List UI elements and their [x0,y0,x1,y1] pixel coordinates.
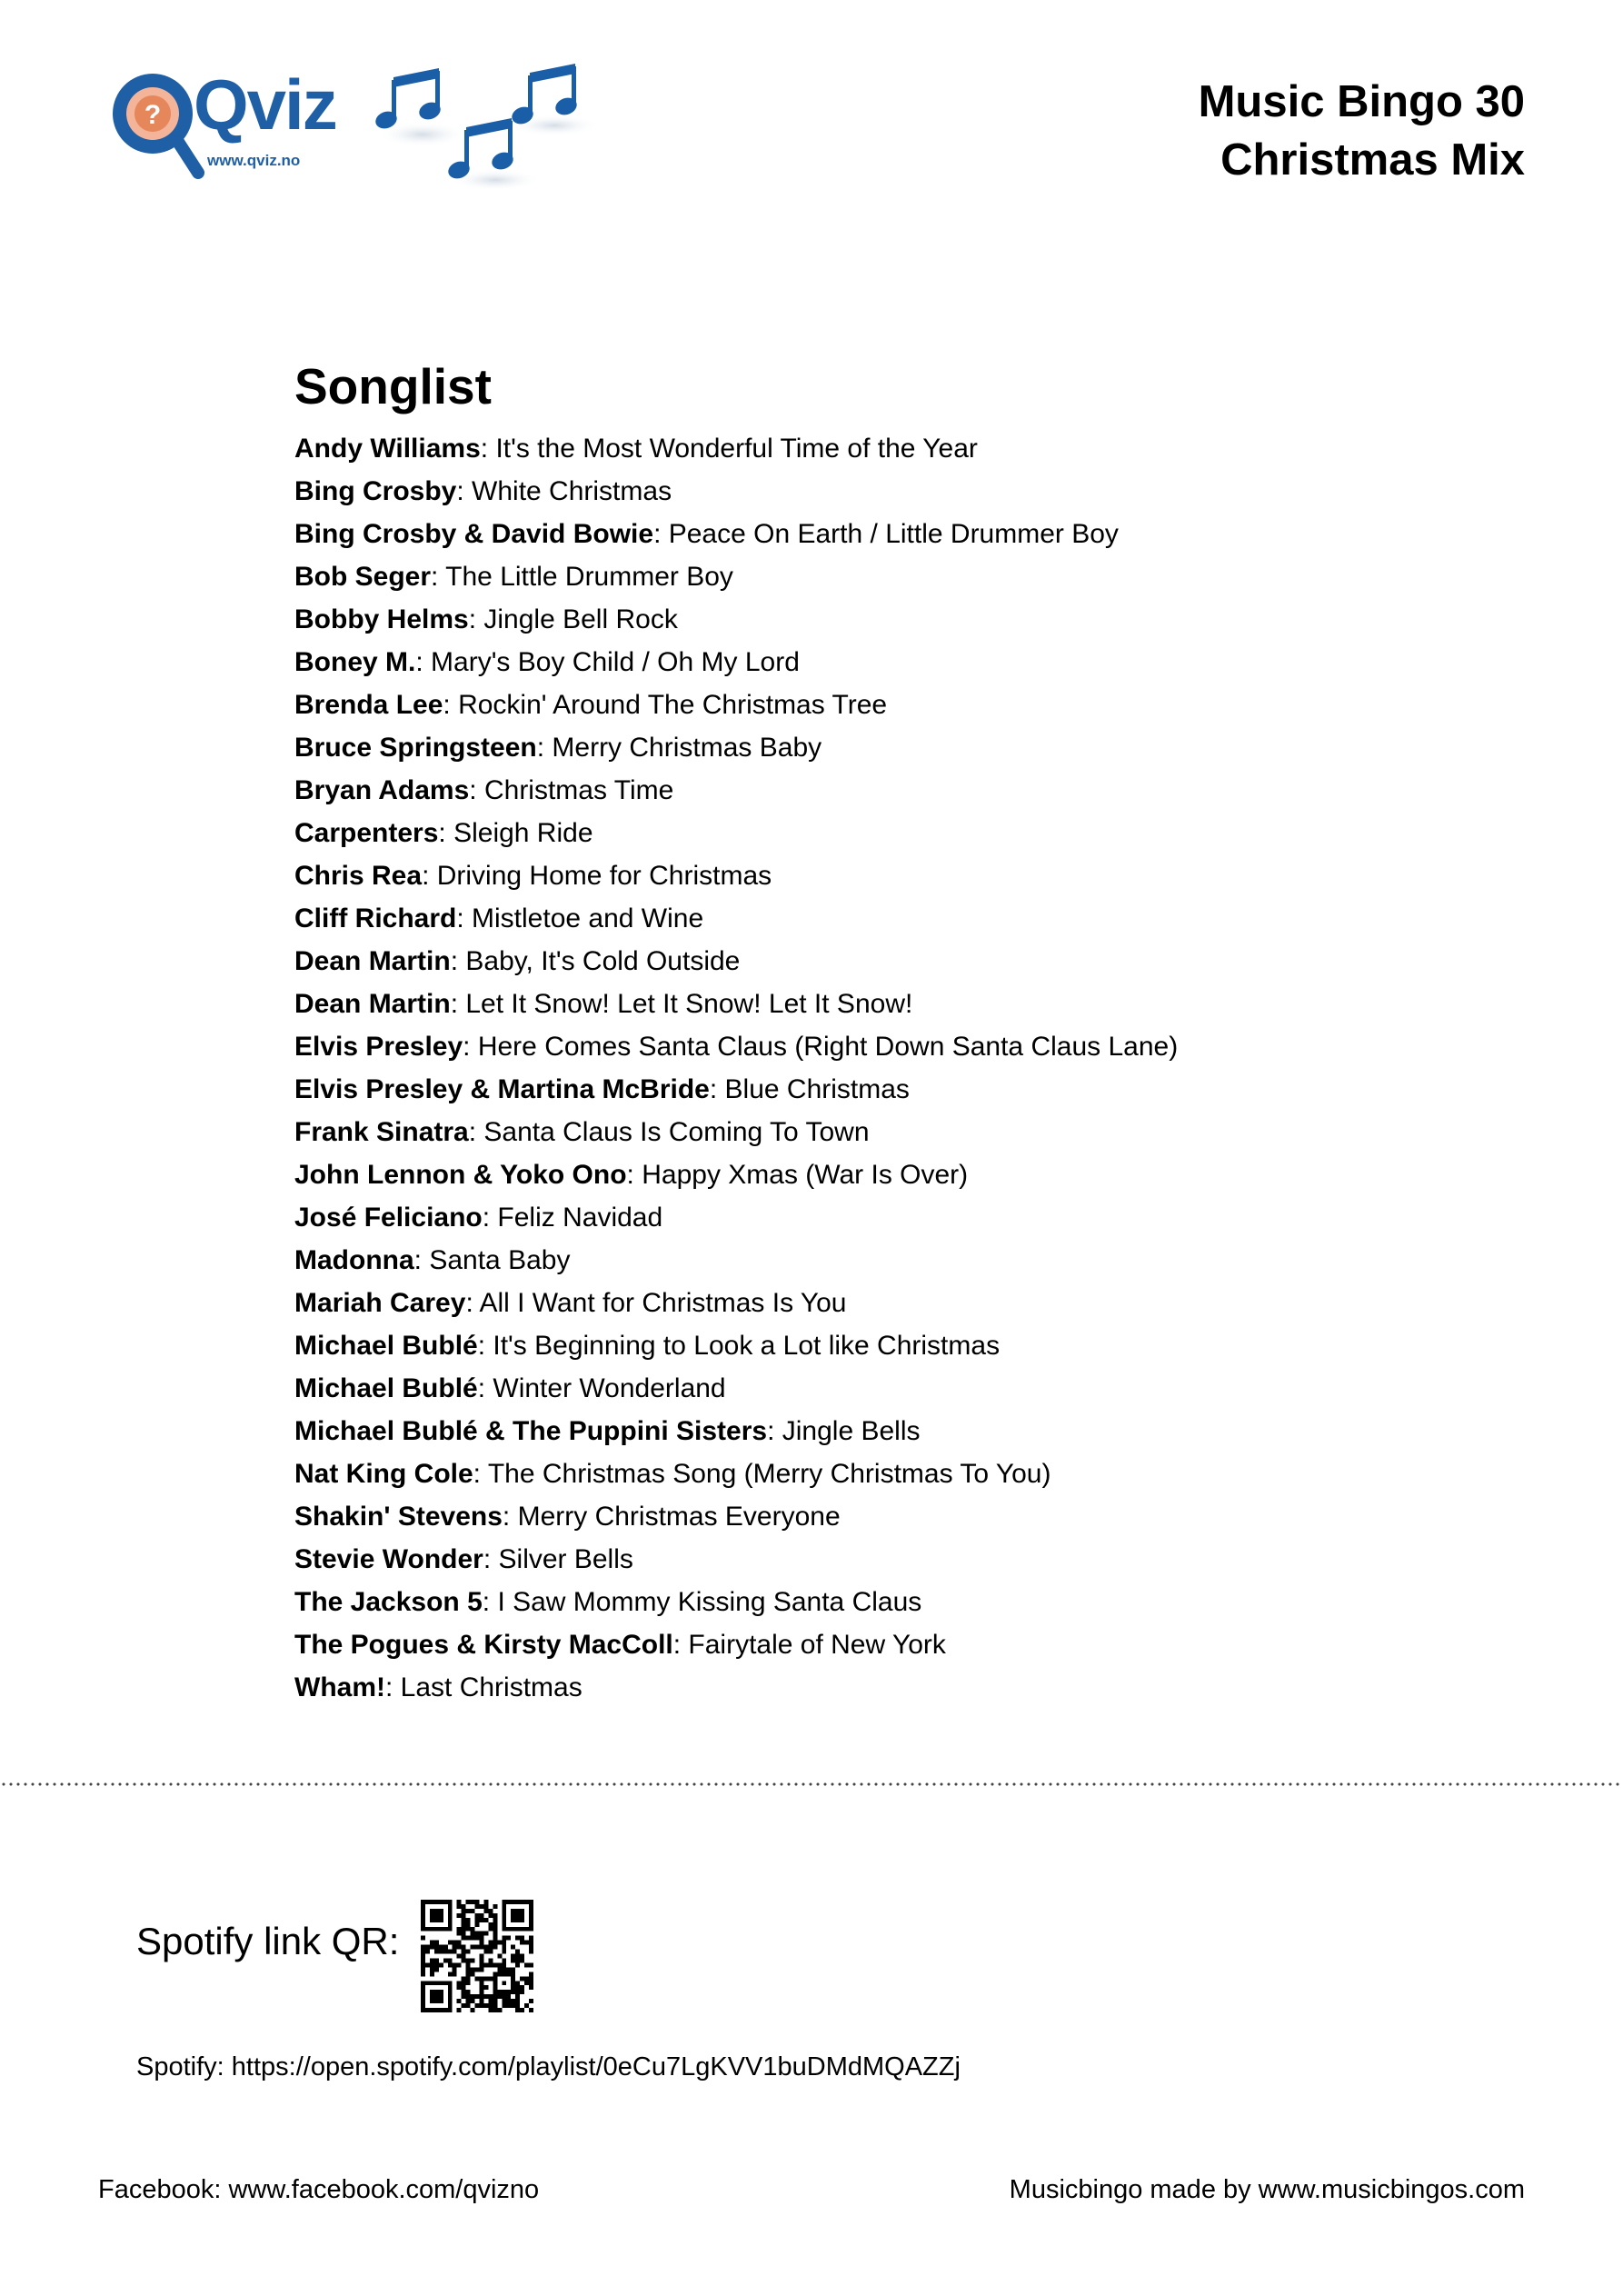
song-artist: Shakin' Stevens [294,1502,503,1532]
song-separator: : [473,1459,488,1489]
song-artist: Stevie Wonder [294,1544,483,1574]
song-separator: : [456,476,473,506]
song-title: Last Christmas [400,1672,582,1702]
song-separator: : [450,946,466,976]
song-title: Here Comes Santa Claus (Right Down Santa Claus Lane) [477,1032,1179,1062]
svg-text:?: ? [144,100,162,130]
song-separator: : [482,1203,498,1233]
song-item [294,1367,1178,1410]
song-title: Peace On Earth / Little Drummer Boy [668,519,1119,549]
song-item [294,684,1178,726]
song-item [294,641,1178,684]
song-title: All I Want for Christmas Is You [479,1288,847,1318]
song-item [294,1111,1178,1153]
song-artist: Bing Crosby [294,476,457,506]
song-item [294,726,1178,769]
song-title: The Christmas Song (Merry Christmas To You) [487,1459,1051,1489]
song-artist: The Jackson 5 [294,1587,483,1617]
song-separator: : [672,1630,689,1660]
song-item [294,1666,1178,1709]
song-title: Feliz Navidad [497,1203,663,1233]
song-title: Jingle Bells [782,1416,921,1446]
song-separator: : [482,1587,498,1617]
facebook-link[interactable]: Facebook: www.facebook.com/qvizno [98,2175,540,2204]
song-title: Silver Bells [498,1544,633,1574]
song-title: Let It Snow! Let It Snow! Let It Snow! [465,989,913,1019]
song-item [294,897,1178,940]
song-separator: : [477,1331,493,1361]
song-separator: : [385,1672,401,1702]
song-title: It's Beginning to Look a Lot like Christmas [493,1331,1001,1361]
song-artist: Dean Martin [294,989,451,1019]
qr-code-icon[interactable] [421,1900,533,2012]
song-item [294,1623,1178,1666]
songlist [294,354,1178,1709]
song-item [294,812,1178,854]
page-title [1199,73,1525,189]
song-separator: : [709,1074,725,1104]
song-separator: : [480,434,496,464]
song-item [294,470,1178,513]
song-separator: : [463,1032,478,1062]
song-artist: Carpenters [294,818,439,848]
song-separator: : [483,1544,499,1574]
song-item [294,1196,1178,1239]
songlist-heading: Songlist [294,358,492,414]
song-title: Mistletoe and Wine [472,903,704,933]
song-separator: : [767,1416,782,1446]
song-item [294,1239,1178,1282]
song-separator: : [468,1117,484,1147]
song-item [294,769,1178,812]
song-artist: Brenda Lee [294,690,443,720]
song-separator: : [477,1373,493,1403]
song-separator: : [422,861,437,891]
song-title: Rockin' Around The Christmas Tree [458,690,888,720]
song-title: Winter Wonderland [493,1373,726,1403]
song-separator: : [450,989,466,1019]
song-title: White Christmas [472,476,672,506]
song-title: Merry Christmas Baby [552,733,822,763]
song-separator: : [415,647,432,677]
song-artist: Michael Bublé [294,1331,478,1361]
song-title: Sleigh Ride [453,818,593,848]
song-item [294,1538,1178,1581]
song-separator: : [465,1288,480,1318]
song-separator: : [431,562,446,592]
song-artist: Boney M. [294,647,416,677]
song-separator: : [413,1245,430,1275]
song-title: Fairytale of New York [688,1630,946,1660]
song-item [294,513,1178,555]
music-notes-icon [368,55,613,191]
song-item [294,598,1178,641]
song-separator: : [536,733,553,763]
song-item [294,427,1178,470]
song-title: Mary's Boy Child / Oh My Lord [431,647,800,677]
musicbingos-credit[interactable]: Musicbingo made by www.musicbingos.com [1009,2175,1525,2204]
song-title: Jingle Bell Rock [483,604,678,634]
song-artist: Elvis Presley [294,1032,463,1062]
song-item [294,1025,1178,1068]
song-title: Baby, It's Cold Outside [465,946,741,976]
song-list [294,427,1178,1709]
song-artist: Madonna [294,1245,414,1275]
song-item [294,1068,1178,1111]
song-artist: The Pogues & Kirsty MacColl [294,1630,673,1660]
title-line-1: Music Bingo 30 [1198,77,1525,126]
song-item [294,940,1178,983]
logo-url: www.qviz.no [207,152,301,169]
song-artist: Bobby Helms [294,604,469,634]
song-artist: Michael Bublé [294,1373,478,1403]
song-item [294,983,1178,1025]
song-artist: Dean Martin [294,946,451,976]
song-separator: : [468,604,484,634]
song-artist: Elvis Presley & Martina McBride [294,1074,710,1104]
song-title: Merry Christmas Everyone [517,1502,841,1532]
song-item [294,854,1178,897]
song-separator: : [626,1160,642,1190]
song-artist: Michael Bublé & The Puppini Sisters [294,1416,768,1446]
song-title: It's the Most Wonderful Time of the Year [495,434,978,464]
song-separator: : [502,1502,518,1532]
spotify-link[interactable]: Spotify: https://open.spotify.com/playlist/0eCu7LgKVV1buDMdMQAZZj [136,2052,961,2081]
song-title: Christmas Time [483,775,674,805]
song-artist: Mariah Carey [294,1288,466,1318]
song-artist: Frank Sinatra [294,1117,469,1147]
song-title: I Saw Mommy Kissing Santa Claus [497,1587,922,1617]
song-artist: Chris Rea [294,861,423,891]
qr-label: Spotify link QR: [136,1920,400,1962]
song-separator: : [469,775,484,805]
song-artist: Bing Crosby & David Bowie [294,519,654,549]
song-separator: : [456,903,473,933]
song-separator: : [653,519,669,549]
song-title: Happy Xmas (War Is Over) [642,1160,969,1190]
song-artist: Cliff Richard [294,903,457,933]
song-item [294,555,1178,598]
song-artist: Andy Williams [294,434,481,464]
song-item [294,1282,1178,1324]
song-title: The Little Drummer Boy [445,562,733,592]
song-separator: : [438,818,454,848]
song-title: Driving Home for Christmas [436,861,772,891]
song-item [294,1324,1178,1367]
song-item [294,1581,1178,1623]
song-item [294,1410,1178,1452]
song-artist: Bob Seger [294,562,432,592]
song-item [294,1495,1178,1538]
dotted-divider [0,1782,1623,1786]
song-artist: John Lennon & Yoko Ono [294,1160,627,1190]
song-item [294,1452,1178,1495]
song-title: Blue Christmas [724,1074,910,1104]
song-artist: José Feliciano [294,1203,483,1233]
song-artist: Bruce Springsteen [294,733,537,763]
song-separator: : [443,690,459,720]
logo-wordmark: Qviz [194,65,336,145]
song-artist: Nat King Cole [294,1459,473,1489]
qviz-logo [100,64,336,191]
song-title: Santa Claus Is Coming To Town [483,1117,870,1147]
song-item [294,1153,1178,1196]
song-artist: Wham! [294,1672,385,1702]
title-line-2: Christmas Mix [1220,135,1525,185]
song-title: Santa Baby [429,1245,571,1275]
song-artist: Bryan Adams [294,775,470,805]
